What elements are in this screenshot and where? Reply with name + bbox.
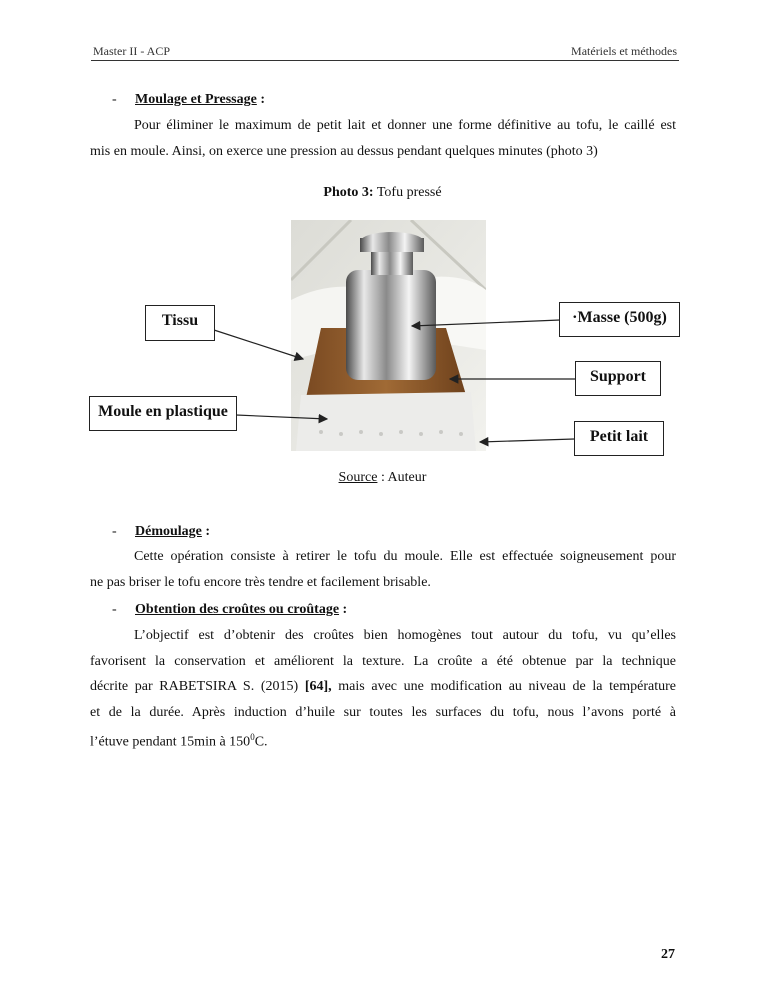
line-with-reference: décrite par RABETSIRA S. (2015) [64], mais avec une modification au niveau de la température: [90, 679, 676, 694]
label-moule: Moule en plastique: [89, 396, 237, 431]
section-heading-moulage: - Moulage et Pressage :: [112, 92, 265, 107]
tofu-press-photo: [291, 220, 486, 451]
section-heading-croutage: - Obtention des croûtes ou croûtage :: [112, 602, 348, 617]
section-title: Moulage et Pressage: [135, 92, 257, 107]
section-title: Démoulage: [135, 524, 202, 539]
page-number: 27: [661, 947, 675, 962]
paragraph-moulage: Pour éliminer le maximum de petit lait et donner une forme définitive au tofu, le caillé est mis en moule. Ainsi, on exerce une pression au dessus pendant quelques minutes (photo 3): [90, 118, 676, 159]
paragraph-demoulage: Cette opération consiste à retirer le tofu du moule. Elle est effectuée soigneusement pour ne pas briser le tofu encore très tendre et facilement brisable.: [90, 549, 676, 590]
label-masse: ·Masse (500g): [559, 302, 680, 337]
label-tissu: Tissu: [145, 305, 215, 341]
figure-source: Source : Auteur: [338, 470, 427, 485]
figure-caption: Photo 3: Tofu pressé: [323, 185, 442, 200]
label-petit-lait: Petit lait: [574, 421, 664, 456]
line-temperature: l’étuve pendant 15min à $150^0C$.: [90, 732, 268, 750]
citation-reference: [64],: [304, 679, 332, 694]
paragraph-croutage: L’objectif est d’obtenir des croûtes bien homogènes tout autour du tofu, vu qu’elles favorisent la conservation et améliorent la texture. La croûte a été obtenue par la technique décrite par RABETSIRA S. (2015) [64], mais avec une modification au niveau de la température et de la durée. Après induction d’huile sur toutes les surfaces du tofu, nous l’avons porté à l’étuve pendant 15min à $150^0C$.: [90, 623, 676, 755]
running-header: [91, 43, 679, 61]
header-right: Matériels et méthodes: [571, 44, 677, 58]
section-heading-demoulage: - Démoulage :: [112, 524, 211, 539]
header-left: Master II - ACP: [93, 44, 170, 58]
label-support: Support: [575, 361, 661, 396]
section-title: Obtention des croûtes ou croûtage: [135, 602, 340, 617]
